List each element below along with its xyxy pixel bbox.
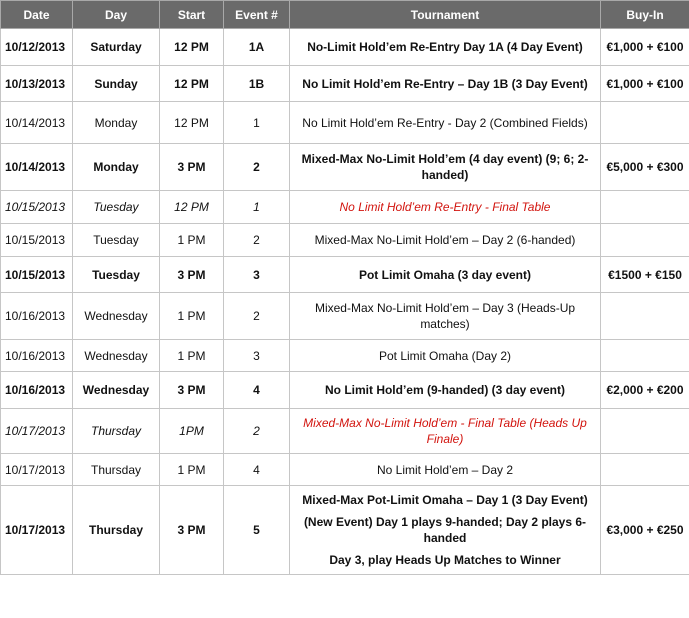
cell-start: 1 PM xyxy=(160,293,224,340)
cell-event-number: 5 xyxy=(224,486,290,575)
cell-day: Wednesday xyxy=(73,293,160,340)
tournament-line: Mixed-Max Pot-Limit Omaha – Day 1 (3 Day Event) xyxy=(302,493,588,507)
tournament-line: Pot Limit Omaha (Day 2) xyxy=(378,348,512,363)
header-start: Start xyxy=(160,1,224,29)
cell-date: 10/12/2013 xyxy=(1,29,73,66)
cell-event-number: 1A xyxy=(224,29,290,66)
header-date: Date xyxy=(1,1,73,29)
cell-buy-in: €1500 + €150 xyxy=(601,257,689,293)
cell-tournament xyxy=(290,372,601,409)
cell-event-number: 2 xyxy=(224,224,290,257)
cell-day: Monday xyxy=(73,144,160,191)
cell-tournament xyxy=(290,224,601,257)
cell-event-number: 4 xyxy=(224,454,290,486)
cell-tournament xyxy=(290,66,601,102)
cell-event-number: 1 xyxy=(224,191,290,224)
cell-buy-in xyxy=(601,191,689,224)
cell-start: 12 PM xyxy=(160,191,224,224)
cell-day: Tuesday xyxy=(73,224,160,257)
cell-tournament xyxy=(290,454,601,486)
cell-date: 10/17/2013 xyxy=(1,486,73,575)
cell-date: 10/15/2013 xyxy=(1,224,73,257)
cell-tournament xyxy=(290,340,601,372)
cell-day: Thursday xyxy=(73,486,160,575)
tournament-line: No Limit Hold’em Re-Entry - Final Table xyxy=(339,200,551,214)
cell-date: 10/14/2013 xyxy=(1,102,73,144)
cell-buy-in xyxy=(601,340,689,372)
cell-date: 10/16/2013 xyxy=(1,293,73,340)
table-row xyxy=(1,224,689,257)
cell-start: 3 PM xyxy=(160,372,224,409)
table-row xyxy=(1,66,689,102)
cell-date: 10/15/2013 xyxy=(1,191,73,224)
cell-start: 1 PM xyxy=(160,340,224,372)
cell-tournament xyxy=(290,486,601,575)
table-row xyxy=(1,29,689,66)
table-body xyxy=(1,29,689,575)
table-row xyxy=(1,191,689,224)
cell-tournament xyxy=(290,293,601,340)
cell-event-number: 1 xyxy=(224,102,290,144)
cell-tournament xyxy=(290,144,601,191)
cell-event-number: 3 xyxy=(224,340,290,372)
cell-day: Sunday xyxy=(73,66,160,102)
cell-date: 10/14/2013 xyxy=(1,144,73,191)
tournament-line: Mixed-Max No-Limit Hold’em - Final Table (Heads Up Finale) xyxy=(303,416,587,446)
cell-day: Saturday xyxy=(73,29,160,66)
tournament-line: No Limit Hold’em Re-Entry – Day 1B (3 Day Event) xyxy=(302,76,588,91)
tournament-line: Mixed-Max No-Limit Hold’em – Day 3 (Heads-Up matches) xyxy=(314,301,576,331)
cell-event-number: 4 xyxy=(224,372,290,409)
table-row xyxy=(1,454,689,486)
table-header xyxy=(1,1,689,29)
cell-date: 10/15/2013 xyxy=(1,257,73,293)
header-event-number: Event # xyxy=(224,1,290,29)
cell-start: 1 PM xyxy=(160,454,224,486)
cell-day: Wednesday xyxy=(73,372,160,409)
cell-start: 12 PM xyxy=(160,66,224,102)
cell-tournament xyxy=(290,257,601,293)
cell-buy-in xyxy=(601,293,689,340)
cell-day: Tuesday xyxy=(73,257,160,293)
tournament-line: No-Limit Hold’em Re-Entry Day 1A (4 Day Event) xyxy=(307,40,583,54)
cell-buy-in: €3,000 + €250 xyxy=(601,486,689,575)
cell-date: 10/17/2013 xyxy=(1,454,73,486)
cell-start: 3 PM xyxy=(160,486,224,575)
table-row xyxy=(1,409,689,454)
cell-date: 10/13/2013 xyxy=(1,66,73,102)
header-buy-in: Buy-In xyxy=(601,1,689,29)
cell-date: 10/17/2013 xyxy=(1,409,73,454)
table-row xyxy=(1,144,689,191)
cell-event-number: 2 xyxy=(224,293,290,340)
cell-day: Monday xyxy=(73,102,160,144)
cell-buy-in xyxy=(601,409,689,454)
cell-tournament xyxy=(290,102,601,144)
cell-tournament xyxy=(290,191,601,224)
table-row xyxy=(1,340,689,372)
cell-event-number: 1B xyxy=(224,66,290,102)
cell-buy-in: €5,000 + €300 xyxy=(601,144,689,191)
header-day: Day xyxy=(73,1,160,29)
cell-tournament xyxy=(290,29,601,66)
tournament-line: Mixed-Max No-Limit Hold’em – Day 2 (6-handed) xyxy=(314,233,576,247)
table-row xyxy=(1,486,689,575)
header-tournament: Tournament xyxy=(290,1,601,29)
cell-start: 12 PM xyxy=(160,102,224,144)
cell-tournament xyxy=(290,409,601,454)
tournament-line: No Limit Hold’em (9-handed) (3 day event) xyxy=(324,383,566,397)
cell-buy-in xyxy=(601,454,689,486)
tournament-line: (New Event) Day 1 plays 9-handed; Day 2 plays 6-handed xyxy=(303,515,587,545)
cell-day: Wednesday xyxy=(73,340,160,372)
tournament-line: No Limit Hold’em Re-Entry - Day 2 (Combined Fields) xyxy=(302,115,588,130)
cell-start: 1PM xyxy=(160,409,224,454)
cell-event-number: 2 xyxy=(224,409,290,454)
cell-start: 3 PM xyxy=(160,257,224,293)
header-row xyxy=(1,1,689,29)
cell-day: Thursday xyxy=(73,454,160,486)
table-row xyxy=(1,372,689,409)
cell-event-number: 3 xyxy=(224,257,290,293)
tournament-line: Day 3, play Heads Up Matches to Winner xyxy=(329,553,561,567)
cell-start: 1 PM xyxy=(160,224,224,257)
tournament-line: Mixed-Max No-Limit Hold’em (4 day event) (9; 6; 2-handed) xyxy=(301,152,589,182)
cell-event-number: 2 xyxy=(224,144,290,191)
cell-date: 10/16/2013 xyxy=(1,372,73,409)
cell-start: 3 PM xyxy=(160,144,224,191)
cell-buy-in xyxy=(601,224,689,257)
tournament-line: No Limit Hold’em – Day 2 xyxy=(376,462,514,477)
cell-date: 10/16/2013 xyxy=(1,340,73,372)
table-row xyxy=(1,102,689,144)
cell-buy-in: €1,000 + €100 xyxy=(601,29,689,66)
cell-buy-in: €1,000 + €100 xyxy=(601,66,689,102)
cell-buy-in: €2,000 + €200 xyxy=(601,372,689,409)
cell-start: 12 PM xyxy=(160,29,224,66)
tournament-line: Pot Limit Omaha (3 day event) xyxy=(358,267,532,282)
cell-day: Tuesday xyxy=(73,191,160,224)
table-row xyxy=(1,257,689,293)
cell-buy-in xyxy=(601,102,689,144)
cell-day: Thursday xyxy=(73,409,160,454)
table-row xyxy=(1,293,689,340)
